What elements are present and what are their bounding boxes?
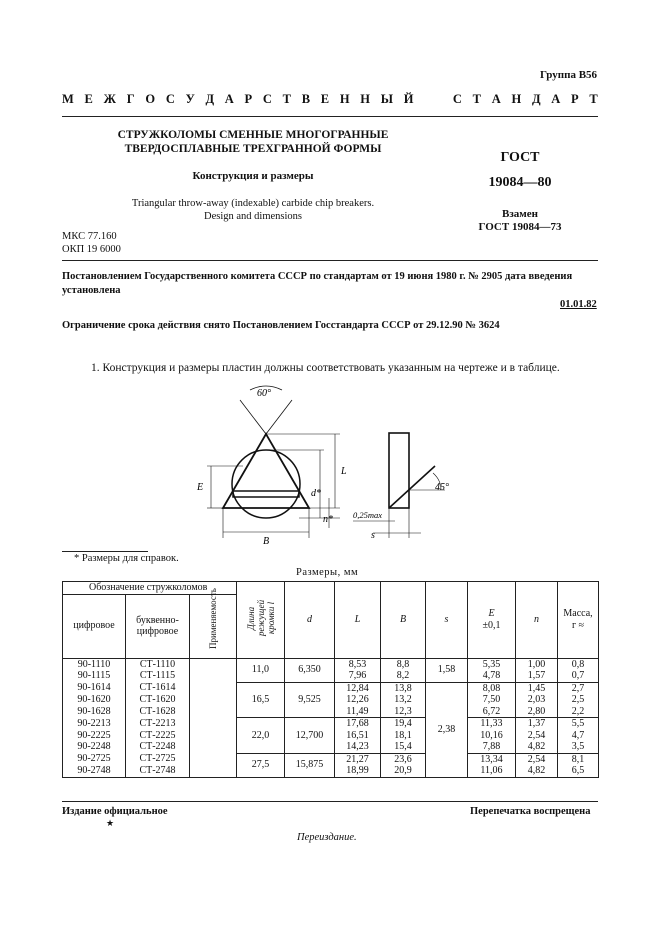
cell-digital: 90-1628	[63, 706, 126, 718]
cell-b: 20,9	[381, 765, 426, 777]
cell-alpha: СТ-2248	[126, 741, 190, 753]
cell-mass: 2,5	[558, 694, 599, 706]
banner-letter: Н	[360, 92, 371, 106]
cell-applic	[190, 706, 237, 718]
cell-n: 2,54	[516, 753, 558, 765]
header-b: B	[381, 582, 426, 659]
header-e-sym: E	[488, 608, 495, 620]
cell-mass: 2,7	[558, 682, 599, 694]
replaces-label: Взамен	[502, 208, 538, 220]
cell-n: 2,54	[516, 730, 558, 742]
dim-n-label: n*	[323, 514, 333, 525]
header-applic-text: Применяемость	[208, 588, 218, 650]
cell-alpha: СТ-2225	[126, 730, 190, 742]
cell-applic	[190, 694, 237, 706]
table-row	[63, 682, 599, 694]
cell-s: 1,58	[426, 658, 468, 682]
footnote: * Размеры для справок.	[74, 553, 179, 564]
cell-n: 2,80	[516, 706, 558, 718]
cell-alpha: СТ-2213	[126, 718, 190, 730]
paragraph-1: 1. Конструкция и размеры пластин должны соответствовать указанным на чертеже и в таблице.	[91, 362, 560, 374]
table-row	[63, 718, 599, 730]
cell-digital: 90-2213	[63, 718, 126, 730]
cell-l: 7,96	[335, 670, 381, 682]
cell-e: 7,88	[468, 741, 516, 753]
cell-s: 2,38	[426, 682, 468, 777]
header-l: L	[335, 582, 381, 659]
intro-date: 01.01.82	[560, 299, 597, 310]
banner-letter: Й	[403, 92, 414, 106]
cell-edge-length: 16,5	[237, 682, 285, 718]
header-edge-text: Длина режущей кромки l	[245, 599, 276, 637]
banner-letter: Р	[244, 92, 253, 106]
cell-alpha: СТ-1620	[126, 694, 190, 706]
angle-label: 60°	[257, 388, 271, 399]
cell-alpha: СТ-1115	[126, 670, 190, 682]
cell-b: 23,6	[381, 753, 426, 765]
cell-n: 1,00	[516, 658, 558, 670]
banner-gap	[424, 92, 442, 107]
standard-banner	[62, 92, 598, 107]
banner-letter: Е	[84, 92, 93, 106]
cell-digital: 90-2748	[63, 765, 126, 777]
banner-letter: А	[224, 92, 234, 106]
english-title-line2: Design and dimensions	[204, 211, 302, 222]
cell-alpha: СТ-2748	[126, 765, 190, 777]
header-group: Обозначение стружколомов	[63, 582, 237, 595]
cell-l: 18,99	[335, 765, 381, 777]
okp-code: ОКП 19 6000	[62, 244, 121, 255]
banner-letter: М	[62, 92, 74, 106]
cell-mass: 6,5	[558, 765, 599, 777]
replaces-value: ГОСТ 19084—73	[478, 221, 562, 233]
header-n: n	[516, 582, 558, 659]
cell-b: 19,4	[381, 718, 426, 730]
header-e-tol: ±0,1	[482, 619, 501, 631]
footer-rule	[62, 801, 598, 802]
dimensions-table	[62, 581, 599, 778]
gost-number: 19084—80	[488, 175, 552, 190]
cell-l: 17,68	[335, 718, 381, 730]
banner-letter: Д	[205, 92, 215, 106]
cell-e: 10,16	[468, 730, 516, 742]
banner-letter: Ж	[103, 92, 116, 106]
dim-e-label: E	[197, 482, 204, 493]
banner-letter: Н	[339, 92, 350, 106]
cell-alpha: СТ-2725	[126, 753, 190, 765]
cell-digital: 90-2225	[63, 730, 126, 742]
banner-letter: Т	[589, 92, 598, 106]
cell-edge-length: 22,0	[237, 718, 285, 754]
cell-n: 1,57	[516, 670, 558, 682]
banner-letter: О	[145, 92, 156, 106]
gost-label: ГОСТ	[500, 150, 540, 165]
cell-mass: 0,7	[558, 670, 599, 682]
cell-mass: 2,2	[558, 706, 599, 718]
cell-b: 8,2	[381, 670, 426, 682]
section-rule	[62, 260, 598, 261]
chamfer-label: 0,25max	[353, 510, 383, 520]
header-mass	[558, 582, 599, 659]
cell-edge-length: 27,5	[237, 753, 285, 777]
cell-applic	[190, 741, 237, 753]
star-mark: ★	[106, 818, 115, 828]
table-row	[63, 658, 599, 670]
cell-n: 1,45	[516, 682, 558, 694]
replaces-block	[460, 208, 580, 234]
official-edition: Издание официальное	[62, 806, 168, 817]
cell-applic	[190, 682, 237, 694]
cell-applic	[190, 730, 237, 742]
cell-mass: 8,1	[558, 753, 599, 765]
chip-breaker-drawing	[195, 378, 465, 550]
cell-e: 7,50	[468, 694, 516, 706]
cell-digital: 90-2248	[63, 741, 126, 753]
banner-letter: А	[491, 92, 501, 106]
cell-applic	[190, 753, 237, 765]
banner-letter: Н	[511, 92, 522, 106]
cell-e: 11,33	[468, 718, 516, 730]
dim-b-label: B	[263, 536, 270, 547]
document-subtitle: Конструкция и размеры	[192, 170, 314, 182]
cell-b: 13,2	[381, 694, 426, 706]
cell-l: 12,26	[335, 694, 381, 706]
cell-digital: 90-2725	[63, 753, 126, 765]
cell-e: 8,08	[468, 682, 516, 694]
banner-letter: А	[551, 92, 561, 106]
table-caption: Размеры, мм	[296, 567, 359, 578]
header-mass-2: г ≈	[571, 619, 585, 631]
cell-l: 11,49	[335, 706, 381, 718]
decree-text: Постановлением Государственного комитета СССР по стандартам от 19 июня 1980 г. № 2905 дата введения установлена	[62, 271, 573, 296]
cell-n: 4,82	[516, 741, 558, 753]
cell-l: 14,23	[335, 741, 381, 753]
table-body	[63, 658, 599, 777]
banner-letter: Ы	[380, 92, 394, 106]
dim-l-label: L	[341, 466, 347, 477]
cell-n: 4,82	[516, 765, 558, 777]
cell-e: 6,72	[468, 706, 516, 718]
header-d: d	[285, 582, 335, 659]
cell-b: 8,8	[381, 658, 426, 670]
header-s: s	[426, 582, 468, 659]
cell-e: 5,35	[468, 658, 516, 670]
mks-code: МКС 77.160	[62, 231, 117, 242]
cell-n: 1,37	[516, 718, 558, 730]
cell-l: 21,27	[335, 753, 381, 765]
cell-mass: 0,8	[558, 658, 599, 670]
cell-l: 8,53	[335, 658, 381, 670]
cell-b: 18,1	[381, 730, 426, 742]
dim-s-label: s	[371, 530, 375, 541]
chamfer-angle-label: 45°	[435, 482, 449, 493]
document-title: СТРУЖКОЛОМЫ СМЕННЫЕ МНОГОГРАННЫЕ ТВЕРДОСПЛАВНЫЕ ТРЕХГРАННОЙ ФОРМЫ	[117, 129, 389, 155]
header-e	[468, 582, 516, 659]
banner-letter: С	[262, 92, 272, 106]
header-digital: цифровое	[63, 594, 126, 658]
cell-digital: 90-1620	[63, 694, 126, 706]
cell-b: 12,3	[381, 706, 426, 718]
cell-d: 6,350	[285, 658, 335, 682]
cell-digital: 90-1614	[63, 682, 126, 694]
header-edge	[237, 582, 285, 659]
banner-letter: С	[452, 92, 462, 106]
english-title-line1: Triangular throw-away (indexable) carbide chip breakers.	[131, 198, 375, 209]
table-row	[63, 753, 599, 765]
cell-d: 9,525	[285, 682, 335, 718]
cell-e: 4,78	[468, 670, 516, 682]
cell-digital: 90-1115	[63, 670, 126, 682]
cell-mass: 3,5	[558, 741, 599, 753]
cell-applic	[190, 718, 237, 730]
cell-d: 12,700	[285, 718, 335, 754]
banner-letter: В	[301, 92, 311, 106]
header-alpha: буквенно-цифровое	[126, 594, 190, 658]
header-applic	[190, 588, 237, 658]
classification-codes	[62, 230, 121, 256]
cell-alpha: СТ-1614	[126, 682, 190, 694]
group-code: Группа В56	[540, 69, 598, 81]
cell-b: 15,4	[381, 741, 426, 753]
cell-e: 11,06	[468, 765, 516, 777]
banner-letter: Г	[126, 92, 135, 106]
banner-letter: У	[185, 92, 195, 106]
banner-letter: Т	[282, 92, 291, 106]
header-mass-1: Масса,	[563, 608, 593, 620]
reprint-notice: Перепечатка воспрещена	[470, 806, 591, 817]
cell-l: 16,51	[335, 730, 381, 742]
reissue-note: Переиздание.	[297, 832, 357, 843]
banner-letter: Т	[472, 92, 482, 106]
footnote-rule	[62, 551, 148, 552]
cell-n: 2,03	[516, 694, 558, 706]
banner-letter: Д	[531, 92, 541, 106]
english-title	[108, 197, 398, 223]
cell-b: 13,8	[381, 682, 426, 694]
cell-mass: 4,7	[558, 730, 599, 742]
cell-l: 12,84	[335, 682, 381, 694]
banner-letter: Е	[320, 92, 330, 106]
cell-edge-length: 11,0	[237, 658, 285, 682]
limit-removed-text: Ограничение срока действия снято Постановлением Госстандарта СССР от 29.12.90 № 3624	[62, 320, 500, 331]
cell-d: 15,875	[285, 753, 335, 777]
header-rule	[62, 116, 598, 117]
dim-d-label: d*	[311, 488, 321, 499]
cell-mass: 5,5	[558, 718, 599, 730]
banner-letter: С	[165, 92, 175, 106]
cell-digital: 90-1110	[63, 658, 126, 670]
cell-applic	[190, 765, 237, 777]
cell-alpha: СТ-1628	[126, 706, 190, 718]
cell-e: 13,34	[468, 753, 516, 765]
cell-applic	[190, 670, 237, 682]
banner-letter: Р	[571, 92, 579, 106]
cell-alpha: СТ-1110	[126, 658, 190, 670]
cell-applic	[190, 658, 237, 670]
